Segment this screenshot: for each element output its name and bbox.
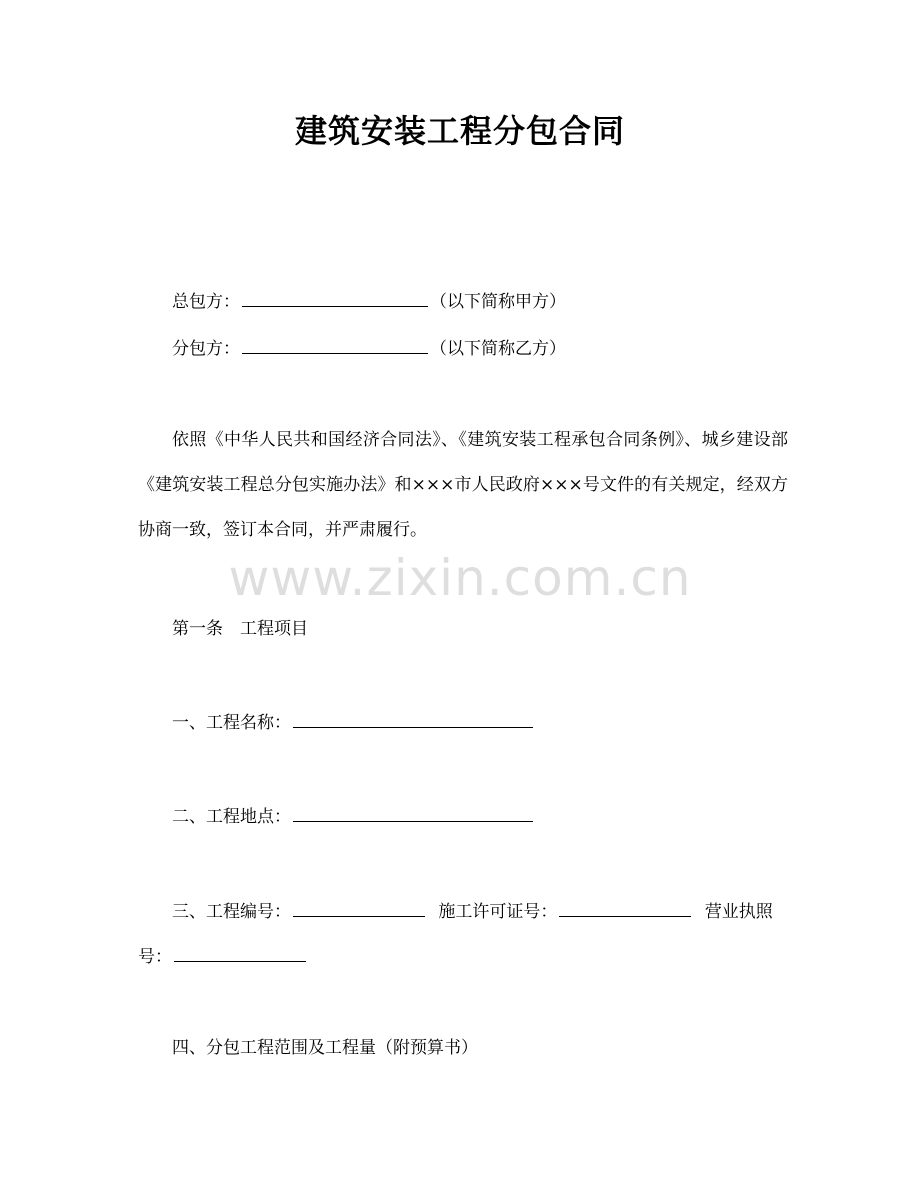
project-name-line — [172, 709, 535, 735]
project-location-blank[interactable] — [293, 803, 533, 822]
project-location-line — [172, 803, 535, 829]
project-location-label: 二、工程地点： — [172, 807, 291, 827]
watermark: www.zixin.com.cn — [228, 549, 692, 607]
project-name-blank[interactable] — [293, 709, 533, 728]
project-name-label: 一、工程名称： — [172, 713, 291, 733]
project-number-blank[interactable] — [293, 898, 425, 917]
license-label-continued: 号： — [138, 947, 172, 967]
general-contractor-suffix: （以下简称甲方） — [430, 292, 566, 312]
permit-label: 施工许可证号： — [438, 902, 558, 922]
license-number-line — [138, 943, 308, 969]
general-contractor-blank[interactable] — [242, 288, 428, 307]
scope-line: 四、分包工程范围及工程量（附预算书） — [172, 1038, 478, 1058]
general-contractor-line — [172, 288, 566, 314]
preamble-paragraph: 依照《中华人民共和国经济合同法》、《建筑安装工程承包合同条例》、城乡建设部《建筑安装工程总分包实施办法》和×××市人民政府×××号文件的有关规定，经双方协商一致，签订本合同，并严肃履行。 — [138, 430, 788, 540]
project-number-line — [172, 898, 773, 924]
subcontractor-blank[interactable] — [242, 335, 428, 354]
subcontractor-label: 分包方： — [172, 339, 240, 359]
license-blank[interactable] — [174, 943, 306, 962]
article-1-heading: 第一条 工程项目 — [172, 619, 308, 639]
document-title: 建筑安装工程分包合同 — [294, 112, 625, 150]
permit-blank[interactable] — [559, 898, 691, 917]
project-number-label: 三、工程编号： — [172, 902, 291, 922]
license-label: 营业执照 — [704, 902, 773, 922]
subcontractor-suffix: （以下简称乙方） — [430, 339, 566, 359]
subcontractor-line — [172, 335, 566, 361]
general-contractor-label: 总包方： — [172, 292, 240, 312]
